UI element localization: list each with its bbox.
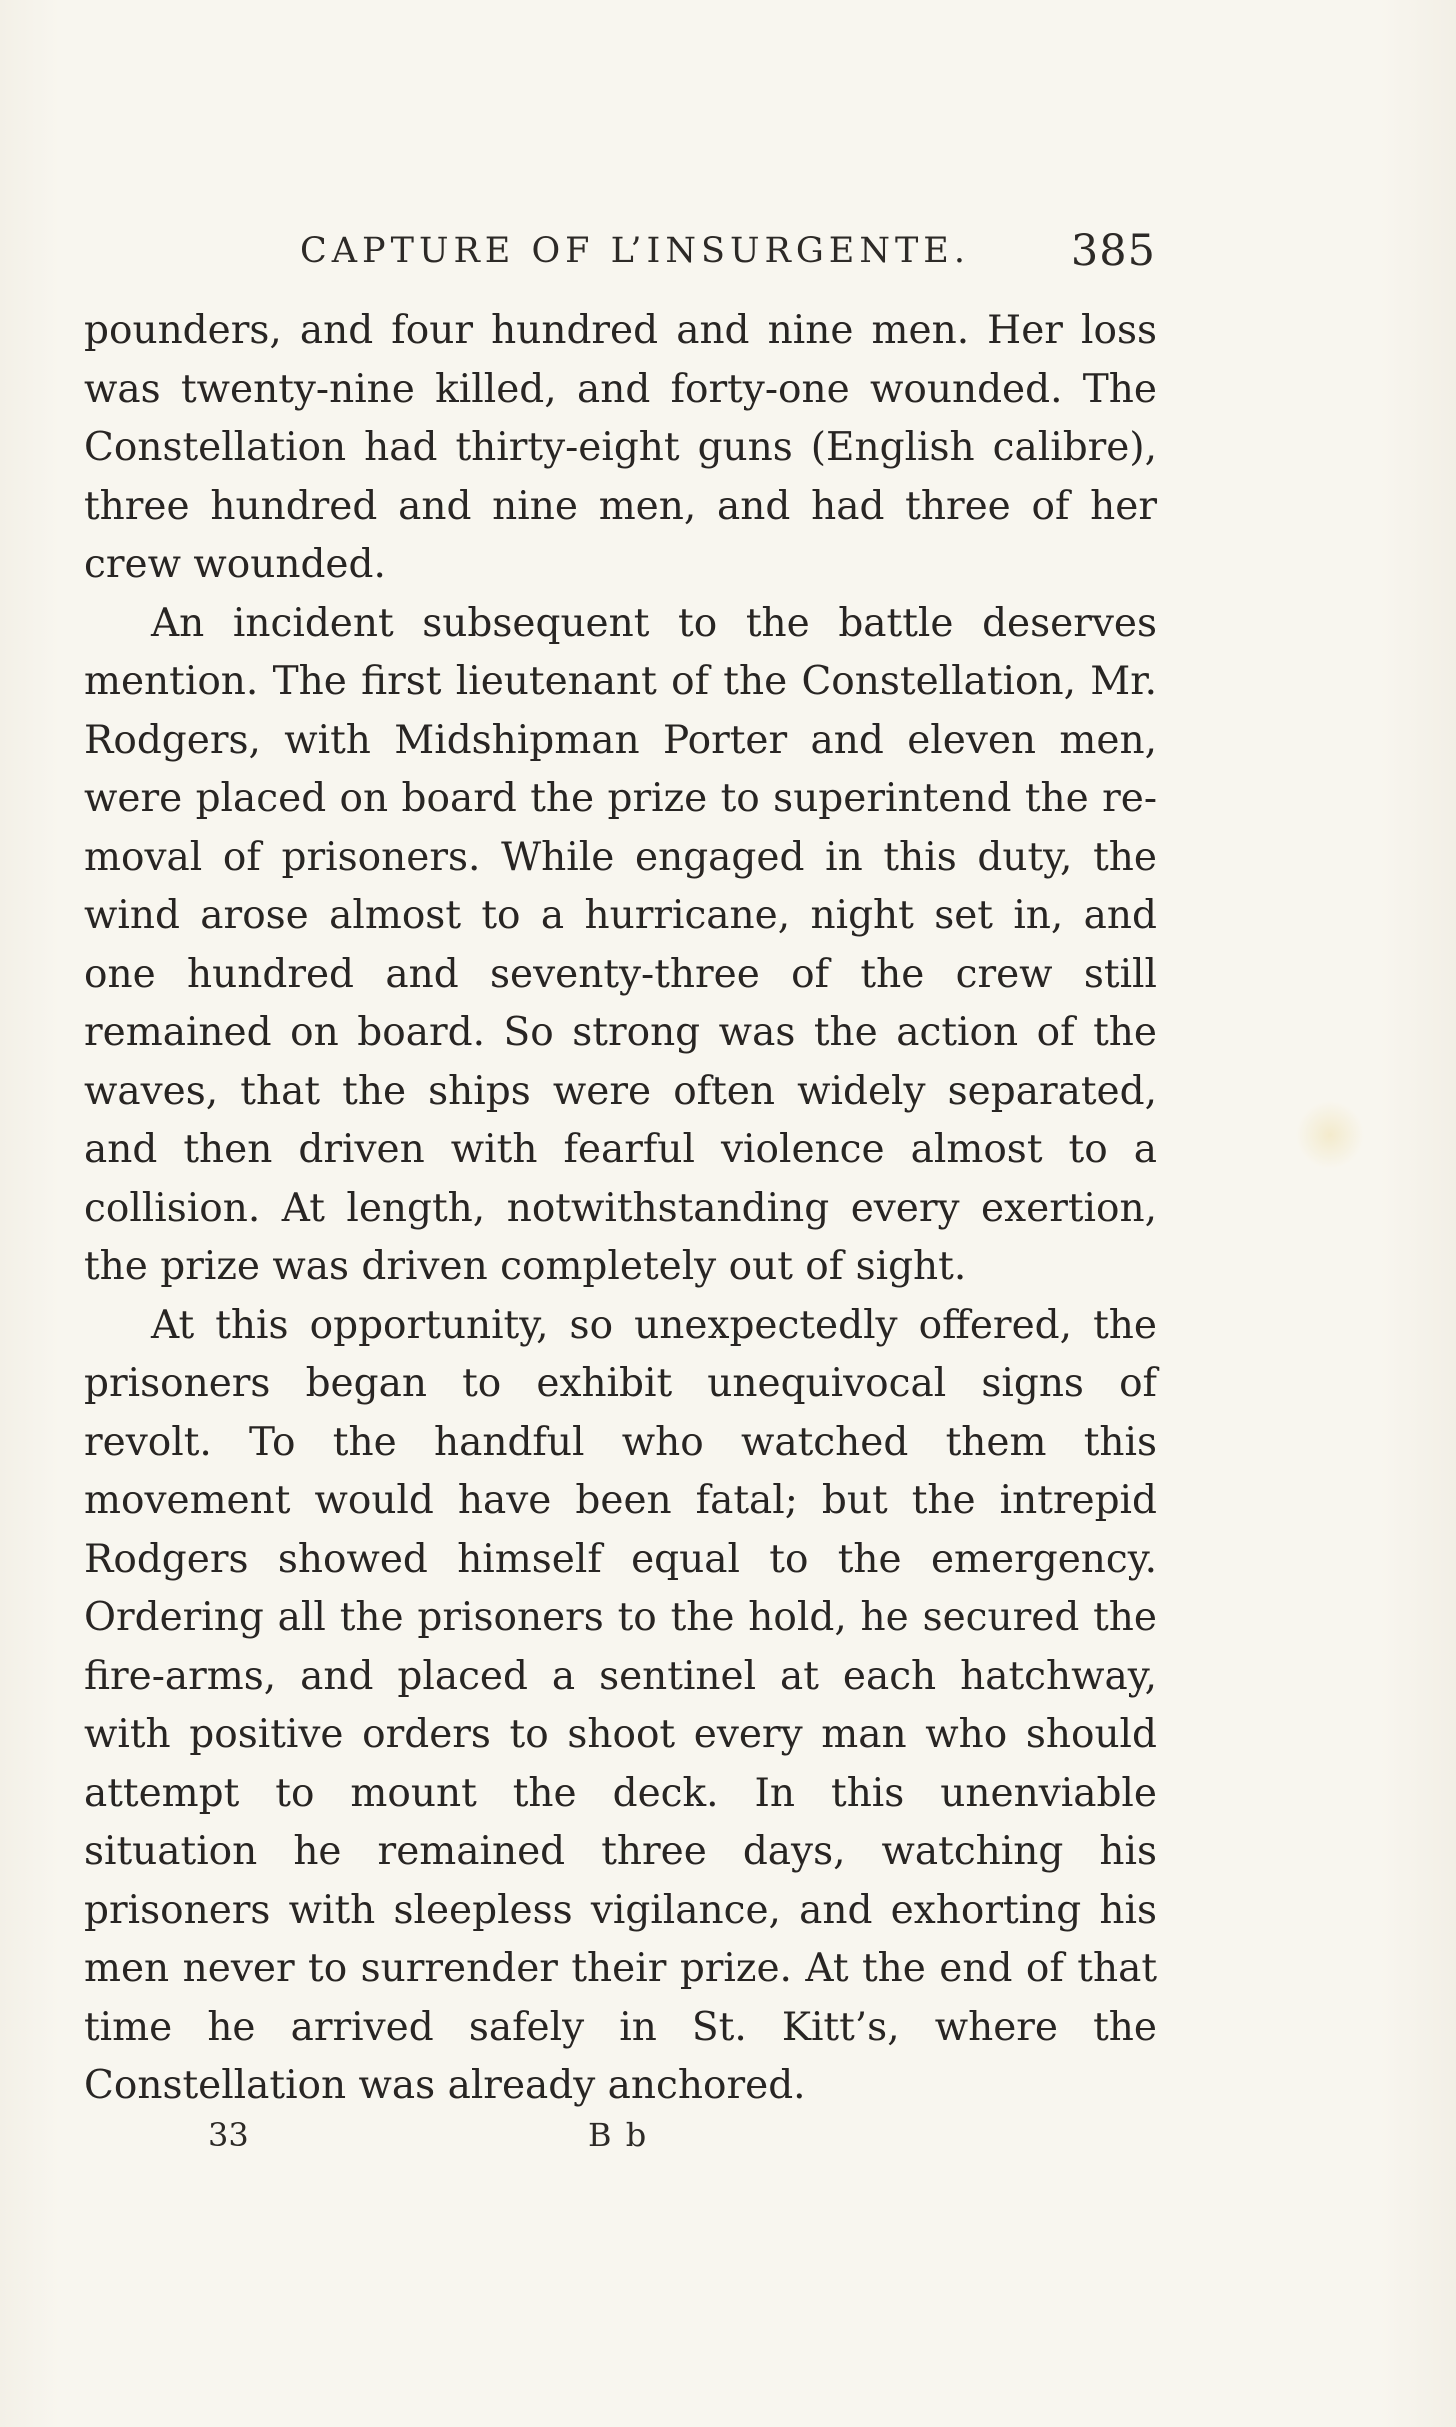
printer-signature-line (208, 2110, 678, 2160)
paragraph: At this opportunity, so unexpectedly offered, the prisoners began to exhibit unequivocal signs of revolt. To the handful who watched them this movement would have been fatal; but the intrepid Rodgers showed himself equal to the emergency. Ordering all the prisoners to the hold, he secured the fire-arms, and placed a sentinel at each hatchway, with positive orders to shoot every man who should attempt to mount the deck. In this unenviable situation he remained three days, watching his prisoners with sleepless vigilance, and exhorting his men never to surrender their prize. At the end of that time he arrived safely in St. Kitt’s, where the Constellation was already anchored. (84, 1302, 1157, 2108)
page-body (84, 302, 1157, 2116)
running-header (300, 226, 1156, 276)
running-title: CAPTURE OF L’INSURGENTE. (300, 231, 970, 271)
page-number: 385 (1070, 226, 1156, 276)
signature-number: 33 (208, 2116, 249, 2154)
paragraph: An incident subsequent to the battle deserves mention. The first lieutenant of the Constellation, Mr. Rodgers, with Midshipman Porter and eleven men, were placed on board the prize to superintend the removal of prisoners. While engaged in this duty, the wind arose almost to a hurricane, night set in, and one hundred and seventy-three of the crew still remained on board. So strong was the action of the waves, that the ships were often widely separated, and then driven with fearful violence almost to a collision. At length, notwithstanding every exertion, the prize was driven completely out of sight. (84, 600, 1157, 1289)
paragraph: pounders, and four hundred and nine men. Her loss was twenty-nine killed, and forty-one wounded. The Constellation had thirty-eight guns (English calibre), three hundred and nine men, and had three of her crew wounded. (84, 308, 1157, 587)
signature-mark: B b (588, 2116, 649, 2154)
